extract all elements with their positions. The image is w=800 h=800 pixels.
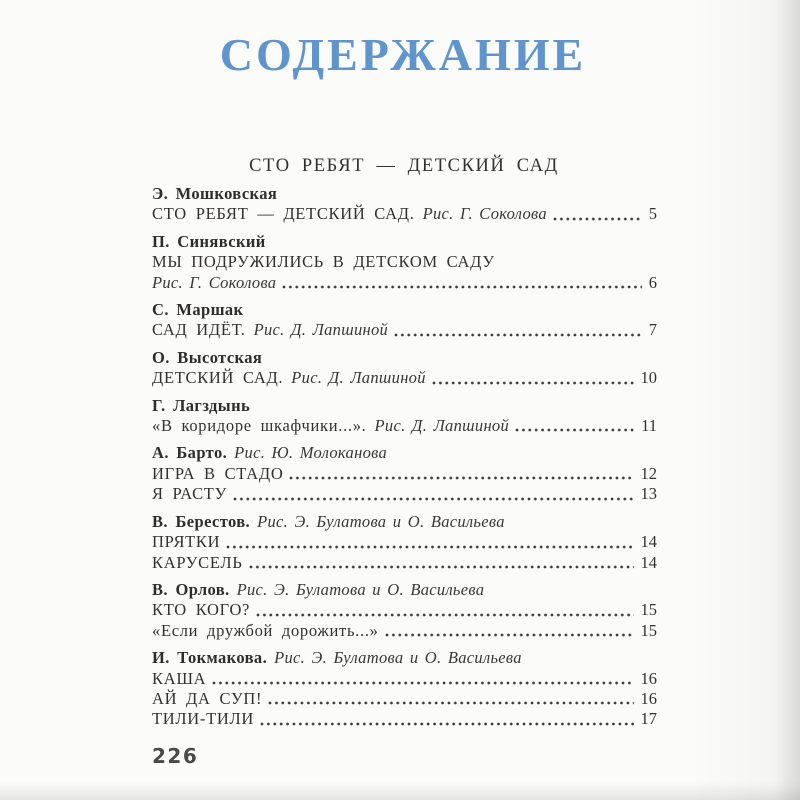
leader-dots bbox=[432, 380, 634, 386]
entry-row bbox=[152, 484, 657, 504]
entry-row bbox=[152, 532, 657, 552]
entry-page-number: 7 bbox=[648, 320, 657, 340]
scan-shadow-bottom bbox=[0, 782, 800, 800]
entry-row bbox=[152, 621, 657, 641]
scan-shadow-right-soft bbox=[690, 0, 800, 800]
toc-entry bbox=[152, 648, 657, 730]
entry-author-line bbox=[152, 300, 657, 320]
toc-entry bbox=[152, 184, 657, 225]
entry-illustrator: Рис. Э. Булатова и О. Васильева bbox=[274, 648, 522, 668]
entry-author-line bbox=[152, 184, 657, 204]
entry-author: А. Барто. bbox=[152, 443, 228, 463]
entry-author-line bbox=[152, 396, 657, 416]
entry-page-number: 6 bbox=[648, 272, 657, 292]
entry-illustrator: Рис. Э. Булатова и О. Васильева bbox=[257, 511, 505, 531]
entry-title: АЙ ДА СУП! bbox=[152, 688, 263, 708]
entry-page-number: 11 bbox=[641, 416, 657, 436]
entry-row bbox=[152, 368, 657, 388]
entry-page-number: 10 bbox=[640, 368, 657, 388]
entry-author-line bbox=[152, 648, 657, 668]
entry-page-number: 5 bbox=[648, 204, 657, 224]
toc-entry bbox=[152, 300, 657, 341]
entry-page-number: 16 bbox=[640, 668, 657, 688]
leader-dots bbox=[226, 544, 633, 550]
entry-title: «В коридоре шкафчики...». bbox=[152, 416, 367, 436]
entry-row bbox=[152, 689, 657, 709]
toc-entry bbox=[152, 348, 657, 389]
entry-title: МЫ ПОДРУЖИЛИСЬ В ДЕТСКОМ САДУ bbox=[152, 252, 495, 272]
entry-author-line bbox=[152, 232, 657, 252]
leader-dots bbox=[249, 564, 634, 570]
entry-title: ДЕТСКИЙ САД. bbox=[152, 368, 284, 388]
entry-illustrator: Рис. Э. Булатова и О. Васильева bbox=[236, 579, 485, 599]
toc-entry bbox=[152, 580, 657, 641]
toc-entries bbox=[152, 184, 657, 737]
entry-author: В. Берестов. bbox=[152, 511, 251, 531]
section-heading: СТО РЕБЯТ — ДЕТСКИЙ САД bbox=[249, 156, 559, 176]
leader-dots bbox=[289, 475, 633, 481]
toc-entry bbox=[152, 232, 657, 293]
entry-author-line bbox=[152, 348, 657, 368]
entry-illustrator: Рис. Ю. Молоканова bbox=[234, 443, 388, 463]
entry-title: КАРУСЕЛЬ bbox=[152, 552, 243, 572]
entry-page-number: 17 bbox=[640, 709, 657, 729]
entry-author: С. Маршак bbox=[152, 300, 244, 320]
entry-illustrator: Рис. Д. Лапшиной bbox=[253, 320, 389, 340]
leader-dots bbox=[212, 680, 633, 686]
entry-title: «Если дружбой дорожить...» bbox=[152, 620, 379, 640]
entry-row bbox=[152, 204, 657, 224]
entry-author-line bbox=[152, 443, 657, 463]
entry-author: Г. Лагздынь bbox=[152, 395, 251, 415]
leader-dots bbox=[394, 332, 642, 338]
entry-page-number: 15 bbox=[640, 600, 657, 620]
entry-illustrator: Рис. Д. Лапшиной bbox=[291, 368, 426, 388]
entry-title: ИГРА В СТАДО bbox=[152, 463, 284, 483]
entry-author-line bbox=[152, 580, 657, 600]
leader-dots bbox=[515, 427, 634, 433]
entry-title: ПРЯТКИ bbox=[152, 532, 221, 552]
entry-page-number: 16 bbox=[640, 688, 657, 708]
entry-page-number: 14 bbox=[640, 552, 657, 572]
entry-page-number: 14 bbox=[640, 532, 657, 552]
entry-author: Э. Мошковская bbox=[152, 184, 278, 203]
leader-dots bbox=[385, 632, 634, 638]
entry-row bbox=[152, 553, 657, 573]
toc-entry bbox=[152, 396, 657, 437]
entry-title: ТИЛИ-ТИЛИ bbox=[152, 709, 254, 729]
entry-author: П. Синявский bbox=[152, 231, 266, 251]
entry-title: САД ИДЁТ. bbox=[152, 320, 246, 340]
entry-illustrator: Рис. Г. Соколова bbox=[152, 272, 277, 292]
entry-row bbox=[152, 669, 657, 689]
leader-dots bbox=[553, 216, 642, 222]
entry-row bbox=[152, 320, 657, 340]
leader-dots bbox=[268, 700, 633, 706]
leader-dots bbox=[233, 496, 634, 502]
entry-author-line bbox=[152, 512, 657, 532]
toc-entry bbox=[152, 443, 657, 504]
entry-row bbox=[152, 600, 657, 620]
entry-author: И. Токмакова. bbox=[152, 648, 268, 668]
page-number: 226 bbox=[152, 744, 199, 768]
leader-dots bbox=[256, 612, 633, 618]
entry-illustrator: Рис. Д. Лапшиной bbox=[374, 416, 510, 436]
entry-row bbox=[152, 273, 657, 293]
scan-shadow-right bbox=[774, 0, 800, 800]
leader-dots bbox=[260, 721, 634, 727]
toc-entry bbox=[152, 512, 657, 573]
entry-page-number: 12 bbox=[640, 463, 657, 483]
entry-title: КТО КОГО? bbox=[152, 600, 251, 620]
entry-page-number: 13 bbox=[640, 484, 657, 504]
contents-title: СОДЕРЖАНИЕ bbox=[219, 29, 587, 80]
entry-title: СТО РЕБЯТ — ДЕТСКИЙ САД. bbox=[152, 204, 415, 224]
entry-row bbox=[152, 464, 657, 484]
entry-illustrator: Рис. Г. Соколова bbox=[422, 204, 547, 224]
entry-row bbox=[152, 252, 657, 272]
entry-page-number: 15 bbox=[640, 620, 657, 640]
entry-row bbox=[152, 416, 657, 436]
entry-author: О. Высотская bbox=[152, 347, 263, 367]
leader-dots bbox=[282, 284, 641, 290]
entry-row bbox=[152, 709, 657, 729]
entry-title: Я РАСТУ bbox=[152, 484, 227, 504]
entry-author: В. Орлов. bbox=[152, 579, 230, 599]
entry-title: КАША bbox=[152, 668, 207, 688]
